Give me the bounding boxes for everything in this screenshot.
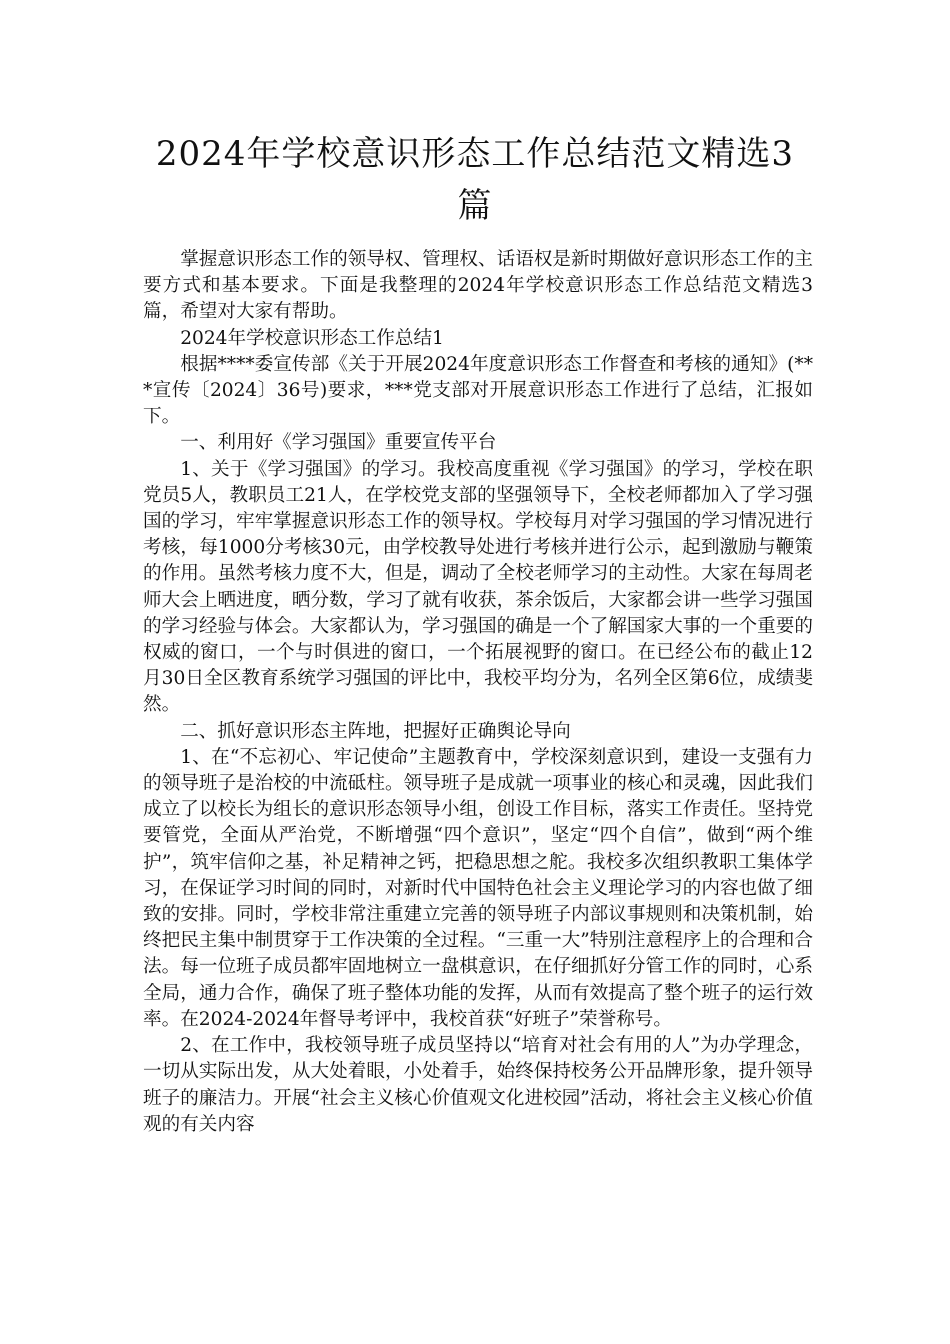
body-paragraph: 1、关于《学习强国》的学习。我校高度重视《学习强国》的学习，学校在职党员5人，教职员工21人，在学校党支部的坚强领导下，全校老师都加入了学习强国的学习，牢牢掌握意识形态工作的领导权。学校每月对学习强国的学习情况进行考核，每1000分考核30元，由学校教导处进行考核并进行公示，起到激励与鞭策的作用。虽然考核力度不大，但是，调动了全校老师学习的主动性。大家在每周老师大会上晒进度，晒分数，学习了就有收获，茶余饭后，大家都会讲一些学习强国的学习经验与体会。大家都认为，学习强国的确是一个了解国家大事的一个重要的权威的窗口，一个与时俱进的窗口，一个拓展视野的窗口。在已经公布的截止12月30日全区教育系统学习强国的评比中，我校平均分为，名列全区第6位，成绩斐然。	[143, 458, 813, 716]
title-line-2: 篇	[457, 186, 493, 226]
body-paragraph: 2、在工作中，我校领导班子成员坚持以“培育对社会有用的人”为办学理念，一切从实际出发，从大处着眼，小处着手，始终保持校务公开品牌形象，提升领导班子的廉洁力。开展“社会主义核心价值观文化进校园”活动，将社会主义核心价值观的有关内容	[143, 1035, 813, 1135]
document-title	[130, 128, 820, 232]
intro-paragraph: 掌握意识形态工作的领导权、管理权、话语权是新时期做好意识形态工作的主要方式和基本要求。下面是我整理的2024年学校意识形态工作总结范文精选3篇，希望对大家有帮助。	[143, 249, 813, 323]
title-line-1: 2024年学校意识形态工作总结范文精选3	[155, 134, 795, 174]
section-heading: 一、利用好《学习强国》重要宣传平台	[180, 432, 497, 454]
body-paragraph: 1、在“不忘初心、牢记使命”主题教育中，学校深刻意识到，建设一支强有力的领导班子是治校的中流砥柱。领导班子是成就一项事业的核心和灵魂，因此我们成立了以校长为组长的意识形态领导小组，创设工作目标，落实工作责任。坚持党要管党，全面从严治党，不断增强“四个意识”，坚定“四个自信”，做到“两个维护”，筑牢信仰之基，补足精神之钙，把稳思想之舵。我校多次组织教职工集体学习，在保证学习时间的同时，对新时代中国特色社会主义理论学习的内容也做了细致的安排。同时，学校非常注重建立完善的领导班子内部议事规则和决策机制，始终把民主集中制贯穿于工作决策的全过程。“三重一大”特别注意程序上的合理和合法。每一位班子成员都牢固地树立一盘棋意识，在仔细抓好分管工作的同时，心系全局，通力合作，确保了班子整体功能的发挥，从而有效提高了整个班子的运行效率。在2024-2024年督导考评中，我校首获“好班子”荣誉称号。	[143, 746, 813, 1030]
section-title: 2024年学校意识形态工作总结1	[180, 327, 444, 349]
body-paragraph: 根据****委宣传部《关于开展2024年度意识形态工作督查和考核的通知》(***宣传〔2024〕36号)要求，***党支部对开展意识形态工作进行了总结，汇报如下。	[143, 353, 813, 428]
document-body	[143, 247, 813, 1138]
section-heading: 二、抓好意识形态主阵地，把握好正确舆论导向	[180, 720, 571, 742]
